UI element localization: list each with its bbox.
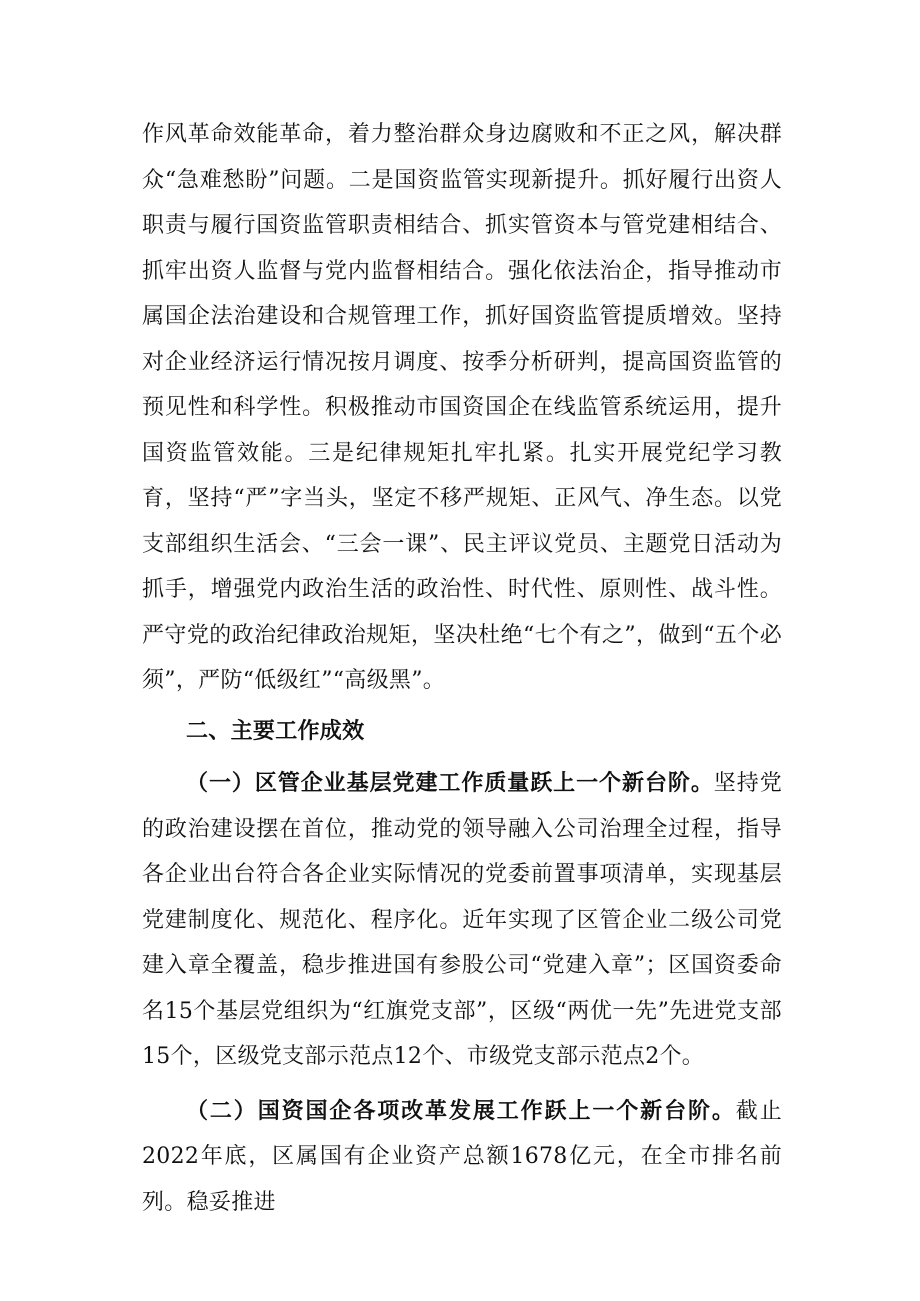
item-2-lead: （二）国资国企各项改革发展工作跃上一个新台阶。 <box>186 1097 736 1124</box>
paragraph-item-1 <box>142 761 782 1080</box>
paragraph-1: 作风革命效能革命，着力整治群众身边腐败和不正之风，解决群众“急难愁盼”问题。二是国资监管实现新提升。抓好履行出资人职责与履行国资监管职责相结合、抓实管资本与管党建相结合、抓牢出资人监督与党内监督相结合。强化依法治企，指导推动市属国企法治建设和合规管理工作，抓好国资监管提质增效。坚持对企业经济运行情况按月调度、按季分析研判，提高国资监管的预见性和科学性。积极推动市国资国企在线监管系统运用，提升国资监管效能。三是纪律规矩扎牢扎紧。扎实开展党纪学习教育，坚持“严”字当头，坚定不移严规矩、正风气、净生态。以党支部组织生活会、“三会一课”、民主评议党员、主题党日活动为抓手，增强党内政治生活的政治性、时代性、原则性、战斗性。严守党的政治纪律政治规矩，坚决杜绝“七个有之”，做到“五个必须”，严防“低级红”“高级黑”。 <box>142 122 782 693</box>
item-1-body: 坚持党的政治建设摆在首位，推动党的领导融入公司治理全过程，指导各企业出台符合各企业实际情况的党委前置事项清单，实现基层党建制度化、规范化、程序化。近年实现了区管企业二级公司党建入章全覆盖，稳步推进国有参股公司“党建入章”；区国资委命名15个基层党组织为“红旗党支部”，区级“两优一先”先进党支部15个，区级党支部示范点12个、市级党支部示范点2个。 <box>142 771 782 1069</box>
item-1-lead: （一）区管企业基层党建工作质量跃上一个新台阶。 <box>186 770 714 796</box>
paragraph-item-2 <box>142 1089 782 1226</box>
document-body <box>142 112 782 1225</box>
item-2-body: 截止2022年底，区属国有企业资产总额1678亿元，在全市排名前列。稳妥推进 <box>142 1098 783 1215</box>
section-heading: 二、主要工作成效 <box>186 717 365 744</box>
